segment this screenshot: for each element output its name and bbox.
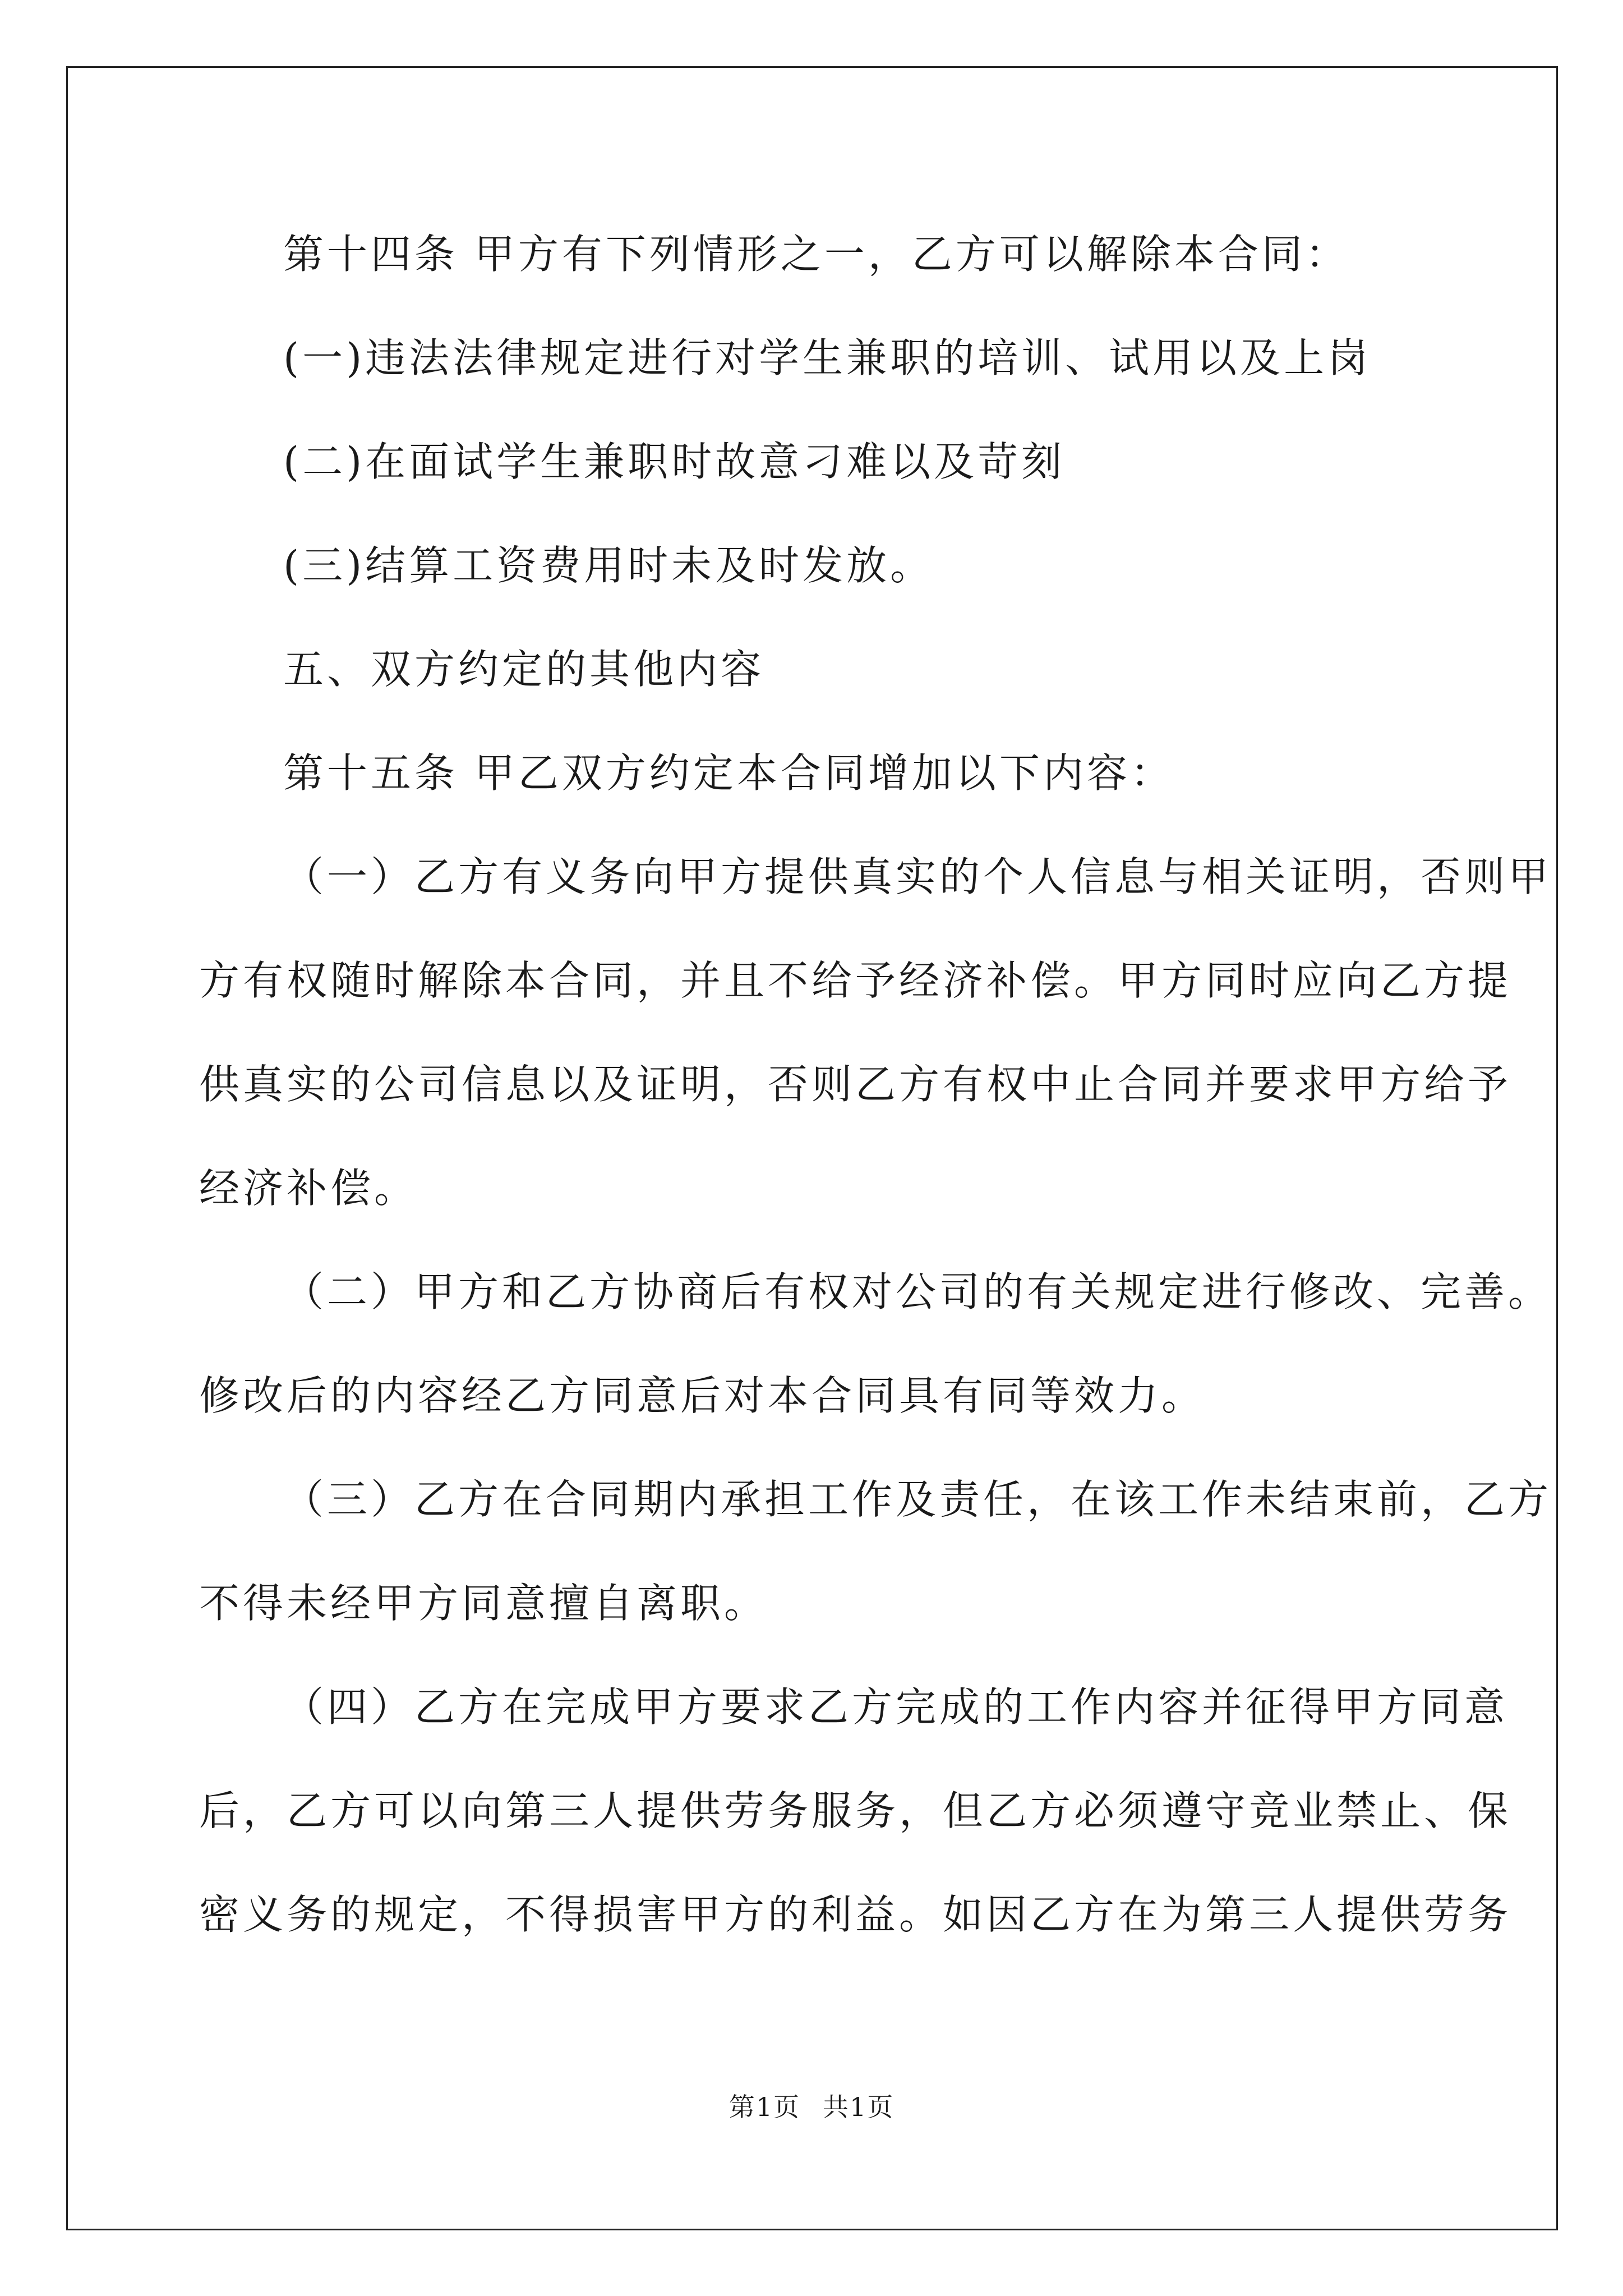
clause-14-item-2: (二)在面试学生兼职时故意刁难以及苛刻 [283,438,1066,485]
clause-15-item-2-line-2: 修改后的内容经乙方同意后对本合同具有同等效力。 [199,1372,1206,1419]
clause-15-item-4-line-1: （四）乙方在完成甲方要求乙方完成的工作内容并征得甲方同意 [283,1683,1509,1731]
page-footer [0,2090,1623,2124]
clause-15-item-3-line-2: 不得未经甲方同意擅自离职。 [199,1580,768,1627]
clause-15-item-1-line-4: 经济补偿。 [199,1165,418,1212]
clause-15-item-4-line-2: 后，乙方可以向第三人提供劳务服务，但乙方必须遵守竞业禁止、保 [199,1787,1512,1834]
clause-15-item-1-line-2: 方有权随时解除本合同，并且不给予经济补偿。甲方同时应向乙方提 [199,957,1512,1004]
clause-15-item-1-line-3: 供真实的公司信息以及证明，否则乙方有权中止合同并要求甲方给予 [199,1061,1512,1108]
clause-15-heading: 第十五条 甲乙双方约定本合同增加以下内容： [283,749,1174,797]
clause-15-item-3-line-1: （三）乙方在合同期内承担工作及责任，在该工作未结束前，乙方 [283,1476,1552,1523]
clause-14-heading: 第十四条 甲方有下列情形之一，乙方可以解除本合同： [283,231,1349,278]
clause-14-item-3: (三)结算工资费用时未及时发放。 [283,542,934,589]
section-5-heading: 五、双方约定的其他内容 [283,646,765,693]
page-number: 第1页 [728,2092,800,2122]
clause-15-item-1-line-1: （一）乙方有义务向甲方提供真实的个人信息与相关证明，否则甲 [283,853,1552,900]
clause-15-item-4-line-3: 密义务的规定，不得损害甲方的利益。如因乙方在为第三人提供劳务 [199,1891,1512,1938]
clause-14-item-1: (一)违法法律规定进行对学生兼职的培训、试用以及上岗 [283,334,1372,381]
page-total: 共1页 [823,2092,895,2122]
clause-15-item-2-line-1: （二）甲方和乙方协商后有权对公司的有关规定进行修改、完善。 [283,1268,1552,1315]
